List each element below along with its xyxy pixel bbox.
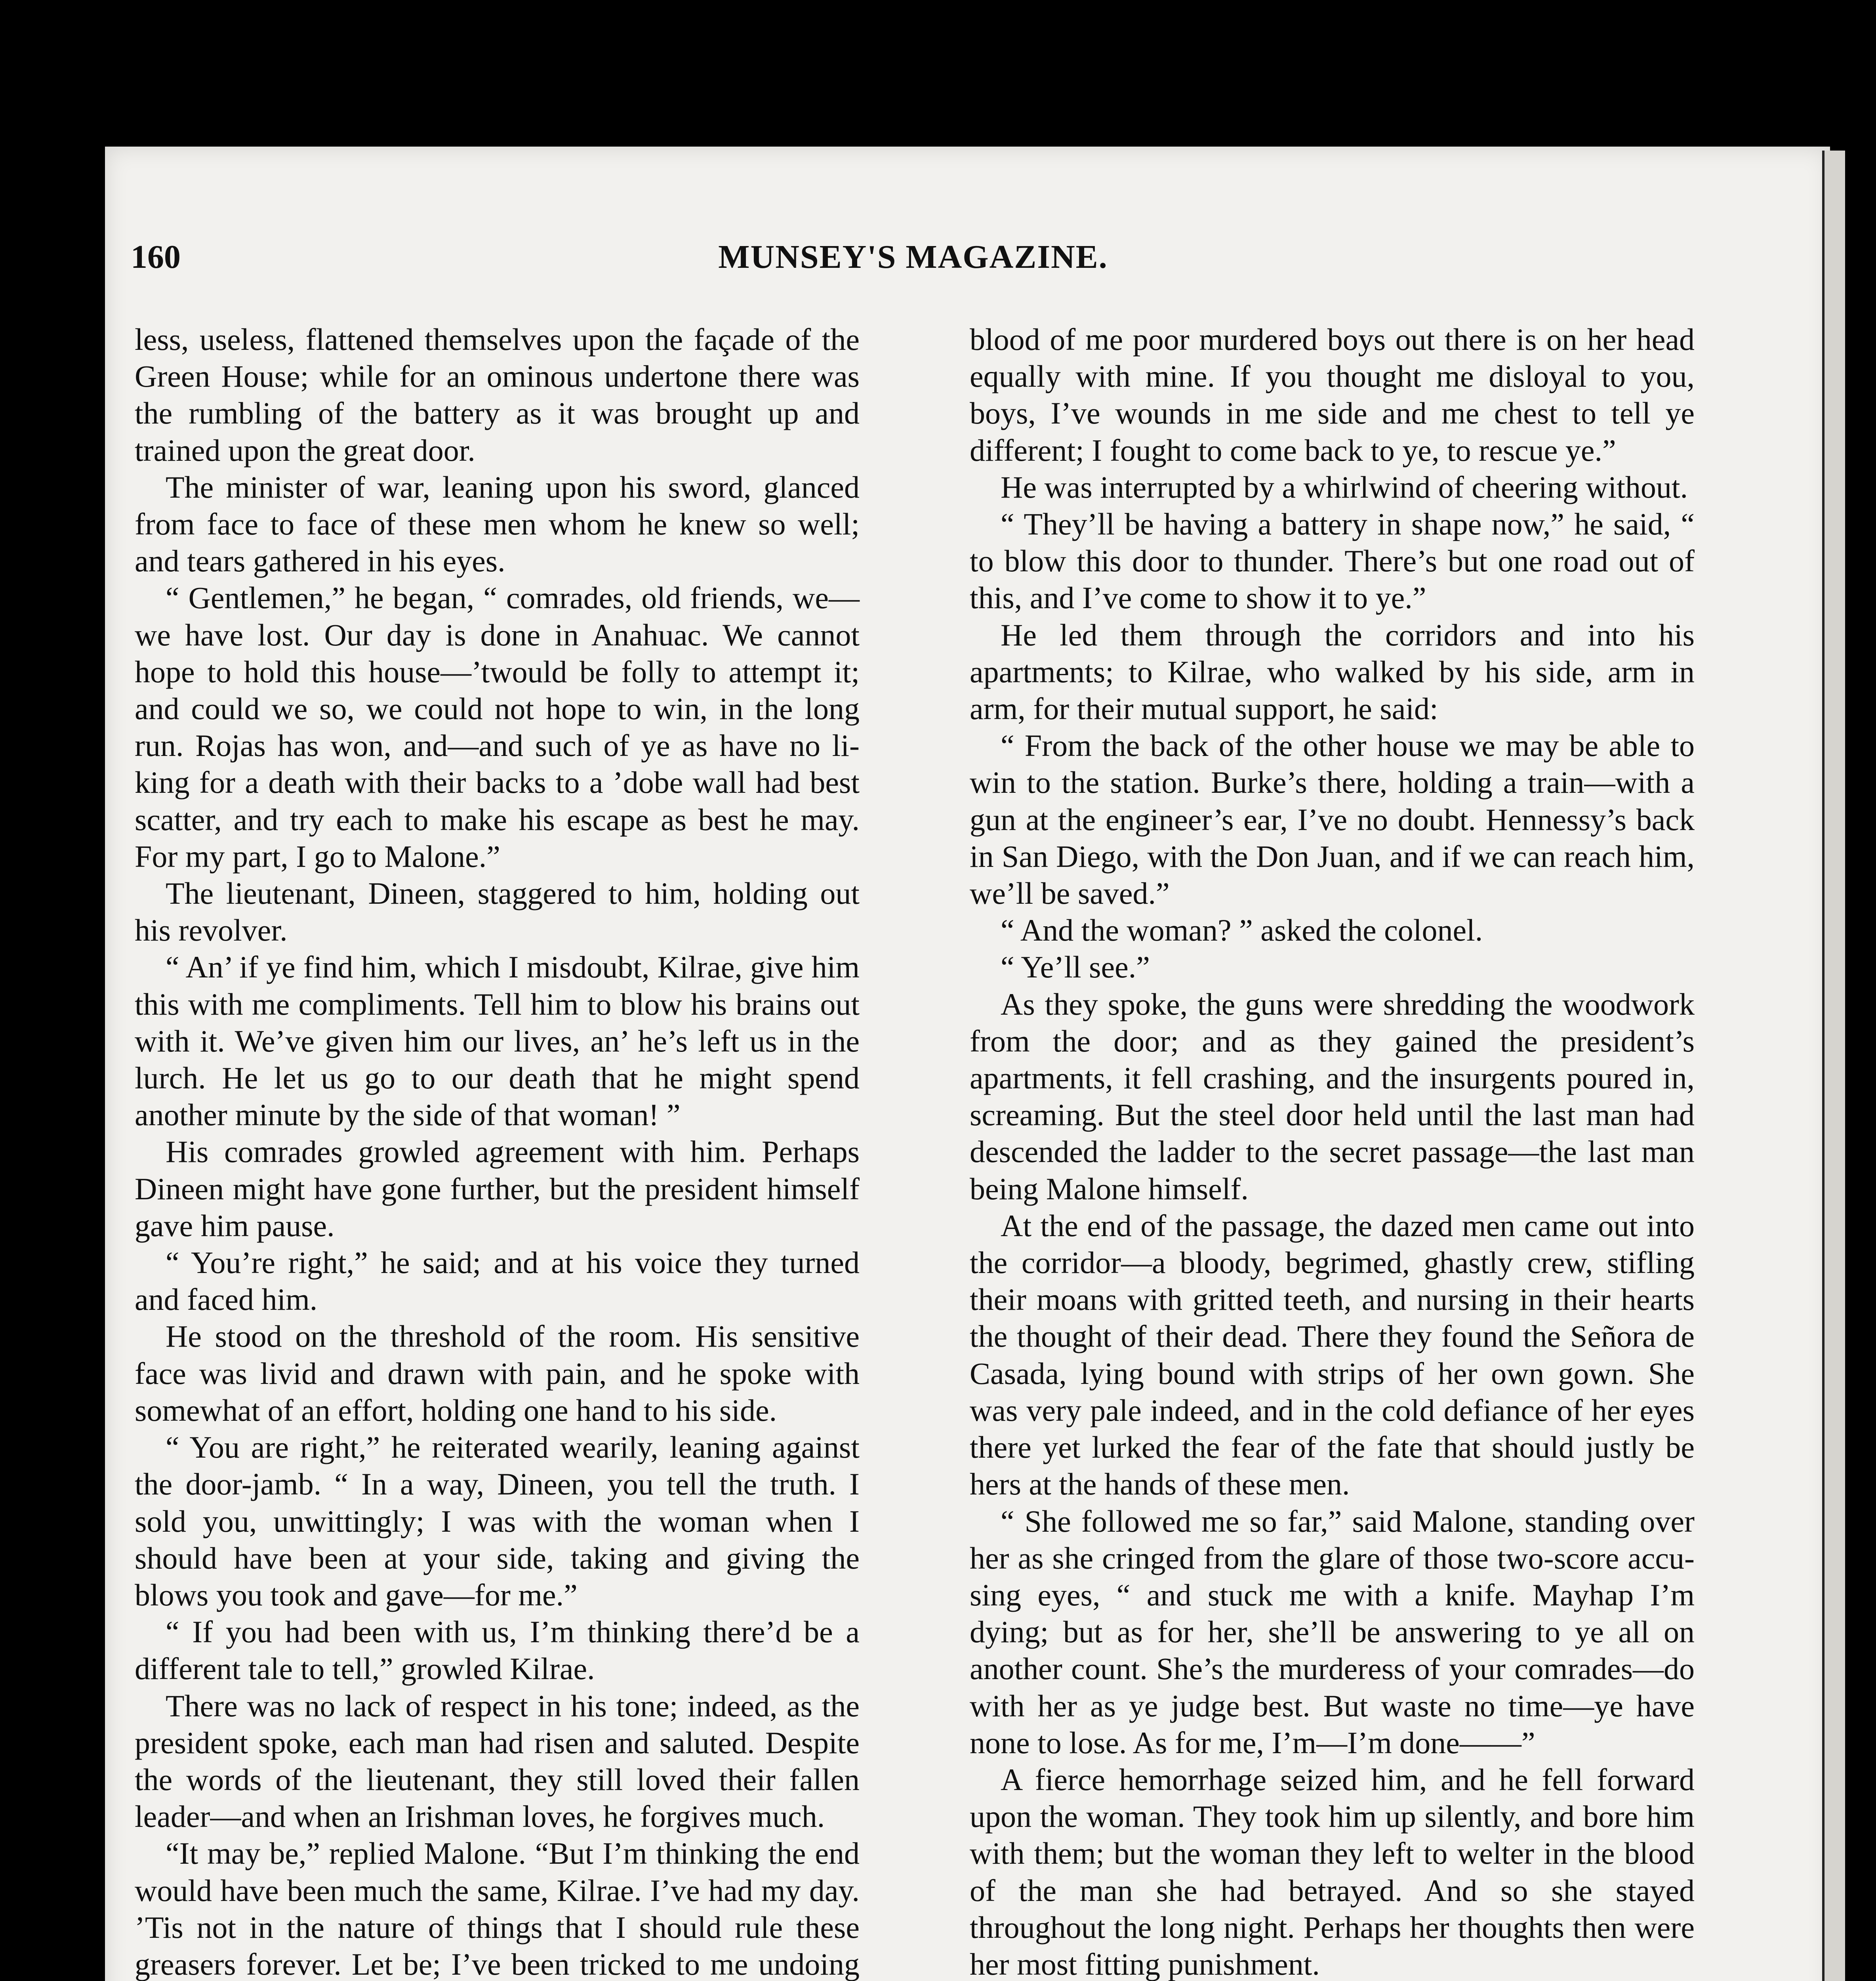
paragraph: His comrades growled agreement with him. Perhaps Dineen might have gone further, but the president himself gave him pause. xyxy=(135,1134,860,1243)
paragraph: “It may be,” replied Malone. “But I’m thinking the end would have been much the same, Kilrae. I’ve had my day. ’Tis not in the nature of things that I should rule these greasers forever. Let be; I’ve been tricked to me undoing xyxy=(135,1836,860,1981)
paragraph: “ Ye’ll see.” xyxy=(1001,950,1150,985)
right-column xyxy=(970,321,1695,1981)
left-column xyxy=(135,321,860,1981)
paragraph: “ If you had been with us, I’m thinking there’d be a different tale to tell,” growled Kilrae. xyxy=(135,1615,860,1686)
page-number: 160 xyxy=(131,239,181,275)
paragraph: less, useless, flattened themselves upon the façade of the Green House; while for an ominous undertone there was the rumbling of the battery as it was brought up and trained upon the great door. xyxy=(135,322,860,468)
paragraph: “ You’re right,” he said; and at his voice they turned and faced him. xyxy=(135,1245,860,1317)
paragraph: The minister of war, leaning upon his sword, glanced from face to face of these men whom he knew so well; and tears gathered in his eyes. xyxy=(135,469,860,578)
paragraph: “ And the woman? ” asked the colonel. xyxy=(1001,913,1483,948)
paragraph: The lieutenant, Dineen, staggered to him, holding out his revolver. xyxy=(135,876,860,948)
paragraph: There was no lack of respect in his tone; indeed, as the president spoke, each man had risen and saluted. Despite the words of the lieutenant, they still loved their fallen leader—and when an Irishman loves, he forgives much. xyxy=(135,1688,860,1834)
paragraph: “ You are right,” he reiterated wearily, leaning against the door-jamb. “ In a way, Dineen, you tell the truth. I sold you, unwittingly; I was with the woman when I should have been at your side, taking and giving the blows you took and gave—for me.” xyxy=(135,1430,860,1612)
paragraph: “ An’ if ye find him, which I misdoubt, Kilrae, give him this with me compliments. Tell him to blow his brains out with it. We’ve given him our lives, an’ he’s left us in the lurch. He let us go to our death that he might spend another minute by the side of that woman! ” xyxy=(135,950,860,1132)
paragraph: He was interrupted by a whirlwind of cheering without. xyxy=(1001,469,1688,504)
paragraph: As they spoke, the guns were shredding the woodwork from the door; and as they gained the president’s apartments, it fell crashing, and the insurgents poured in, screaming. But the steel door held until the last man had descended the ladder to the secret passage—the last man being Malone himself. xyxy=(970,987,1695,1206)
paragraph: blood of me poor murdered boys out there is on her head equally with mine. If you thought me disloyal to you, boys, I’ve wounds in me side and me chest to tell ye different; I fought to come back to ye, to rescue ye.” xyxy=(970,322,1695,468)
paragraph: “ They’ll be having a battery in shape now,” he said, “ to blow this door to thunder. There’s but one road out of this, and I’ve come to show it to ye.” xyxy=(970,507,1695,615)
paragraph: A fierce hemorrhage seized him, and he fell forward upon the woman. They took him up silently, and bore him with them; but the woman they left to welter in the blood of the man she had betrayed. And so she stayed throughout the long night. Perhaps her thoughts then were her most fitting punishment. xyxy=(970,1762,1695,1981)
paragraph: “ Gentlemen,” he began, “ comrades, old friends, we—we have lost. Our day is done in Anahuac. We cannot hope to hold this house—’twould be folly to attempt it; and could we so, we could not hope to win, in the long run. Rojas has won, and—and such of ye as have no liking for a death with their backs to a ’dobe wall had best scatter, and try each to make his escape as best he may. For my part, I go to Malone.” xyxy=(135,580,860,874)
page-edge xyxy=(1822,151,1845,1981)
paragraph: At the end of the passage, the dazed men came out into the corridor—a bloody, begrimed, ghastly crew, stifling their moans with gritted teeth, and nursing in their hearts the thought of their dead. There they found the Señora de Casada, lying bound with strips of her own gown. She was very pale indeed, and in the cold defiance of her eyes there yet lurked the fear of the fate that should justly be hers at the hands of these men. xyxy=(970,1208,1695,1502)
running-title: MUNSEY'S MAGAZINE. xyxy=(718,239,1108,275)
paragraph: “ From the back of the other house we may be able to win to the station. Burke’s there, holding a train—with a gun at the engineer’s ear, I’ve no doubt. Hennessy’s back in San Diego, with the Don Juan, and if we can reach him, we’ll be saved.” xyxy=(970,728,1695,911)
page-header xyxy=(131,238,1695,281)
paragraph: He stood on the threshold of the room. His sensitive face was livid and drawn with pain, and he spoke with somewhat of an effort, holding one hand to his side. xyxy=(135,1319,860,1428)
paragraph: He led them through the corridors and into his apartments; to Kilrae, who walked by his side, arm in arm, for their mutual support, he said: xyxy=(970,617,1695,726)
paragraph: “ She followed me so far,” said Malone, standing over her as she cringed from the glare of those two-score accusing eyes, “ and stuck me with a knife. Mayhap I’m dying; but as for her, she’ll be answering to ye all on another count. She’s the murderess of your comrades—do with her as ye judge best. But waste no time—ye have none to lose. As for me, I’m—I’m done——” xyxy=(970,1504,1695,1760)
